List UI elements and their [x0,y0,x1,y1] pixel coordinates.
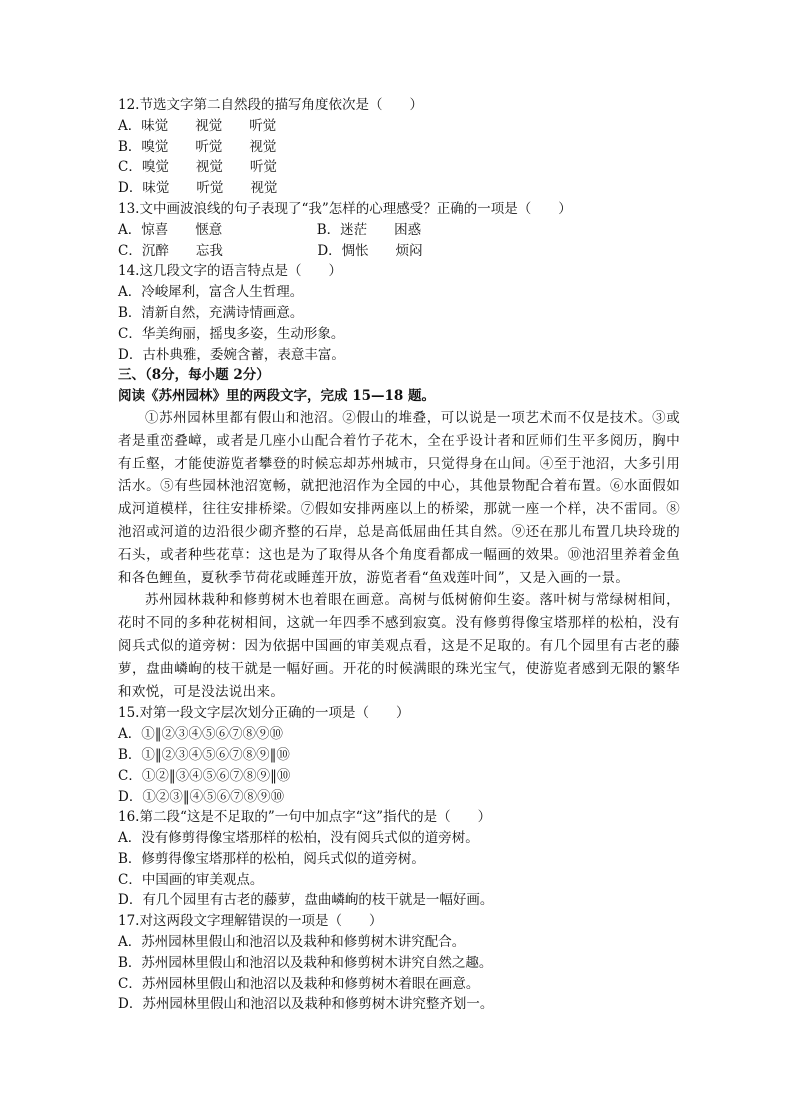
q17-stem: 17.对这两段文字理解错误的一项是（ ） [118,913,383,930]
q16-option-c: C．中国画的审美观点。 [118,871,264,888]
q16-option-d: D．有几个园里有古老的藤萝，盘曲嶙峋的枝干就是一幅好画。 [118,892,494,909]
q16-stem: 16.第二段“这是不足取的”一句中加点字“这”指代的是（ ） [118,809,492,826]
q17-option-a: A．苏州园林里假山和池沼以及栽种和修剪树木讲究配合。 [118,934,466,951]
q16-option-a: A．没有修剪得像宝塔那样的松柏，没有阅兵式似的道旁树。 [118,830,479,847]
q13-stem: 13.文中画波浪线的句子表现了“我”怎样的心理感受？正确的一项是（ ） [118,200,572,217]
q12-stem: 12.节选文字第二自然段的描写角度依次是（ ） [118,97,423,113]
q17-option-d: D．苏州园林里假山和池沼以及栽种和修剪树木讲究整齐划一。 [118,996,494,1013]
q17-option-c: C．苏州园林里假山和池沼以及栽种和修剪树木着眼在画意。 [118,975,480,992]
q12-option-b: B．嗅觉 听觉 视觉 [118,138,277,155]
q14-option-b: B．清新自然，充满诗情画意。 [118,304,304,321]
exam-page [118,95,680,1015]
q15-option-a: A．①‖②③④⑤⑥⑦⑧⑨⑩ [118,726,283,743]
section-3-instruction: 阅读《苏州园林》里的两段文字，完成 15—18 题。 [118,388,435,405]
q13-options-row-1: A．惊喜 惬意 B．迷茫 困惑 [118,221,422,238]
passage-paragraph-2: 苏州园林栽种和修剪树木也着眼在画意。高树与低树俯仰生姿。落叶树与常绿树相间，花时不同的多种花树相间，这就一年四季不感到寂寞。没有修剪得像宝塔那样的松柏，没有阅兵式似的道旁树：因为依据中国画的审美观点看，这是不足取的。有几个园里有古老的藤萝，盘曲嶙峋的枝干就是一幅好画。开花的时候满眼的珠光宝气，使游览者感到无限的繁华和欢悦，可是没法说出来。 [118,592,680,700]
q12-option-c: C．嗅觉 视觉 听觉 [118,159,277,176]
q14-option-d: D．古朴典雅，委婉含蓄，表意丰富。 [118,346,345,363]
q12-option-d: D．味觉 听觉 视觉 [118,180,278,197]
q14-option-a: A．冷峻犀利，富含人生哲理。 [118,284,304,301]
q15-option-d: D．①②③‖④⑤⑥⑦⑧⑨⑩ [118,788,285,805]
q13-options-row-2: C．沉醉 忘我 D．惆怅 烦闷 [118,242,423,259]
q16-option-b: B．修剪得像宝塔那样的松柏，阅兵式似的道旁树。 [118,850,425,867]
passage-paragraph-1: ①苏州园林里都有假山和池沼。②假山的堆叠，可以说是一项艺术而不仅是技术。③或者是重峦叠嶂，或者是几座小山配合着竹子花木，全在乎设计者和匠师们生平多阅历，胸中有丘壑，才能使游览者攀登的时候忘却苏州城市，只觉得身在山间。④至于池沼，大多引用活水。⑤有些园林池沼宽畅，就把池沼作为全园的中心，其他景物配合着布置。⑥水面假如成河道模样，往往安排桥梁。⑦假如安排两座以上的桥梁，那就一座一个样，决不雷同。⑧池沼或河道的边沿很少砌齐整的石岸，总是高低屈曲任其自然。⑨还在那儿布置几块玲珑的石头，或者种些花草：这也是为了取得从各个角度看都成一幅画的效果。⑩池沼里养着金鱼和各色鲤鱼，夏秋季节荷花或睡莲开放，游览者看“鱼戏莲叶间”，又是入画的一景。 [118,409,680,586]
q17-option-b: B．苏州园林里假山和池沼以及栽种和修剪树木讲究自然之趣。 [118,954,493,971]
q15-option-c: C．①②‖③④⑤⑥⑦⑧⑨‖⑩ [118,767,291,784]
q15-option-b: B．①‖②③④⑤⑥⑦⑧⑨‖⑩ [118,746,290,763]
section-3-title: 三、（8分，每小题 2分） [118,367,270,384]
q14-option-c: C．华美绚丽，摇曳多姿，生动形象。 [118,325,345,342]
q14-stem: 14.这几段文字的语言特点是（ ） [118,263,342,280]
q12-option-a: A．味觉 视觉 听觉 [118,117,277,134]
q15-stem: 15.对第一段文字层次划分正确的一项是（ ） [118,705,410,722]
